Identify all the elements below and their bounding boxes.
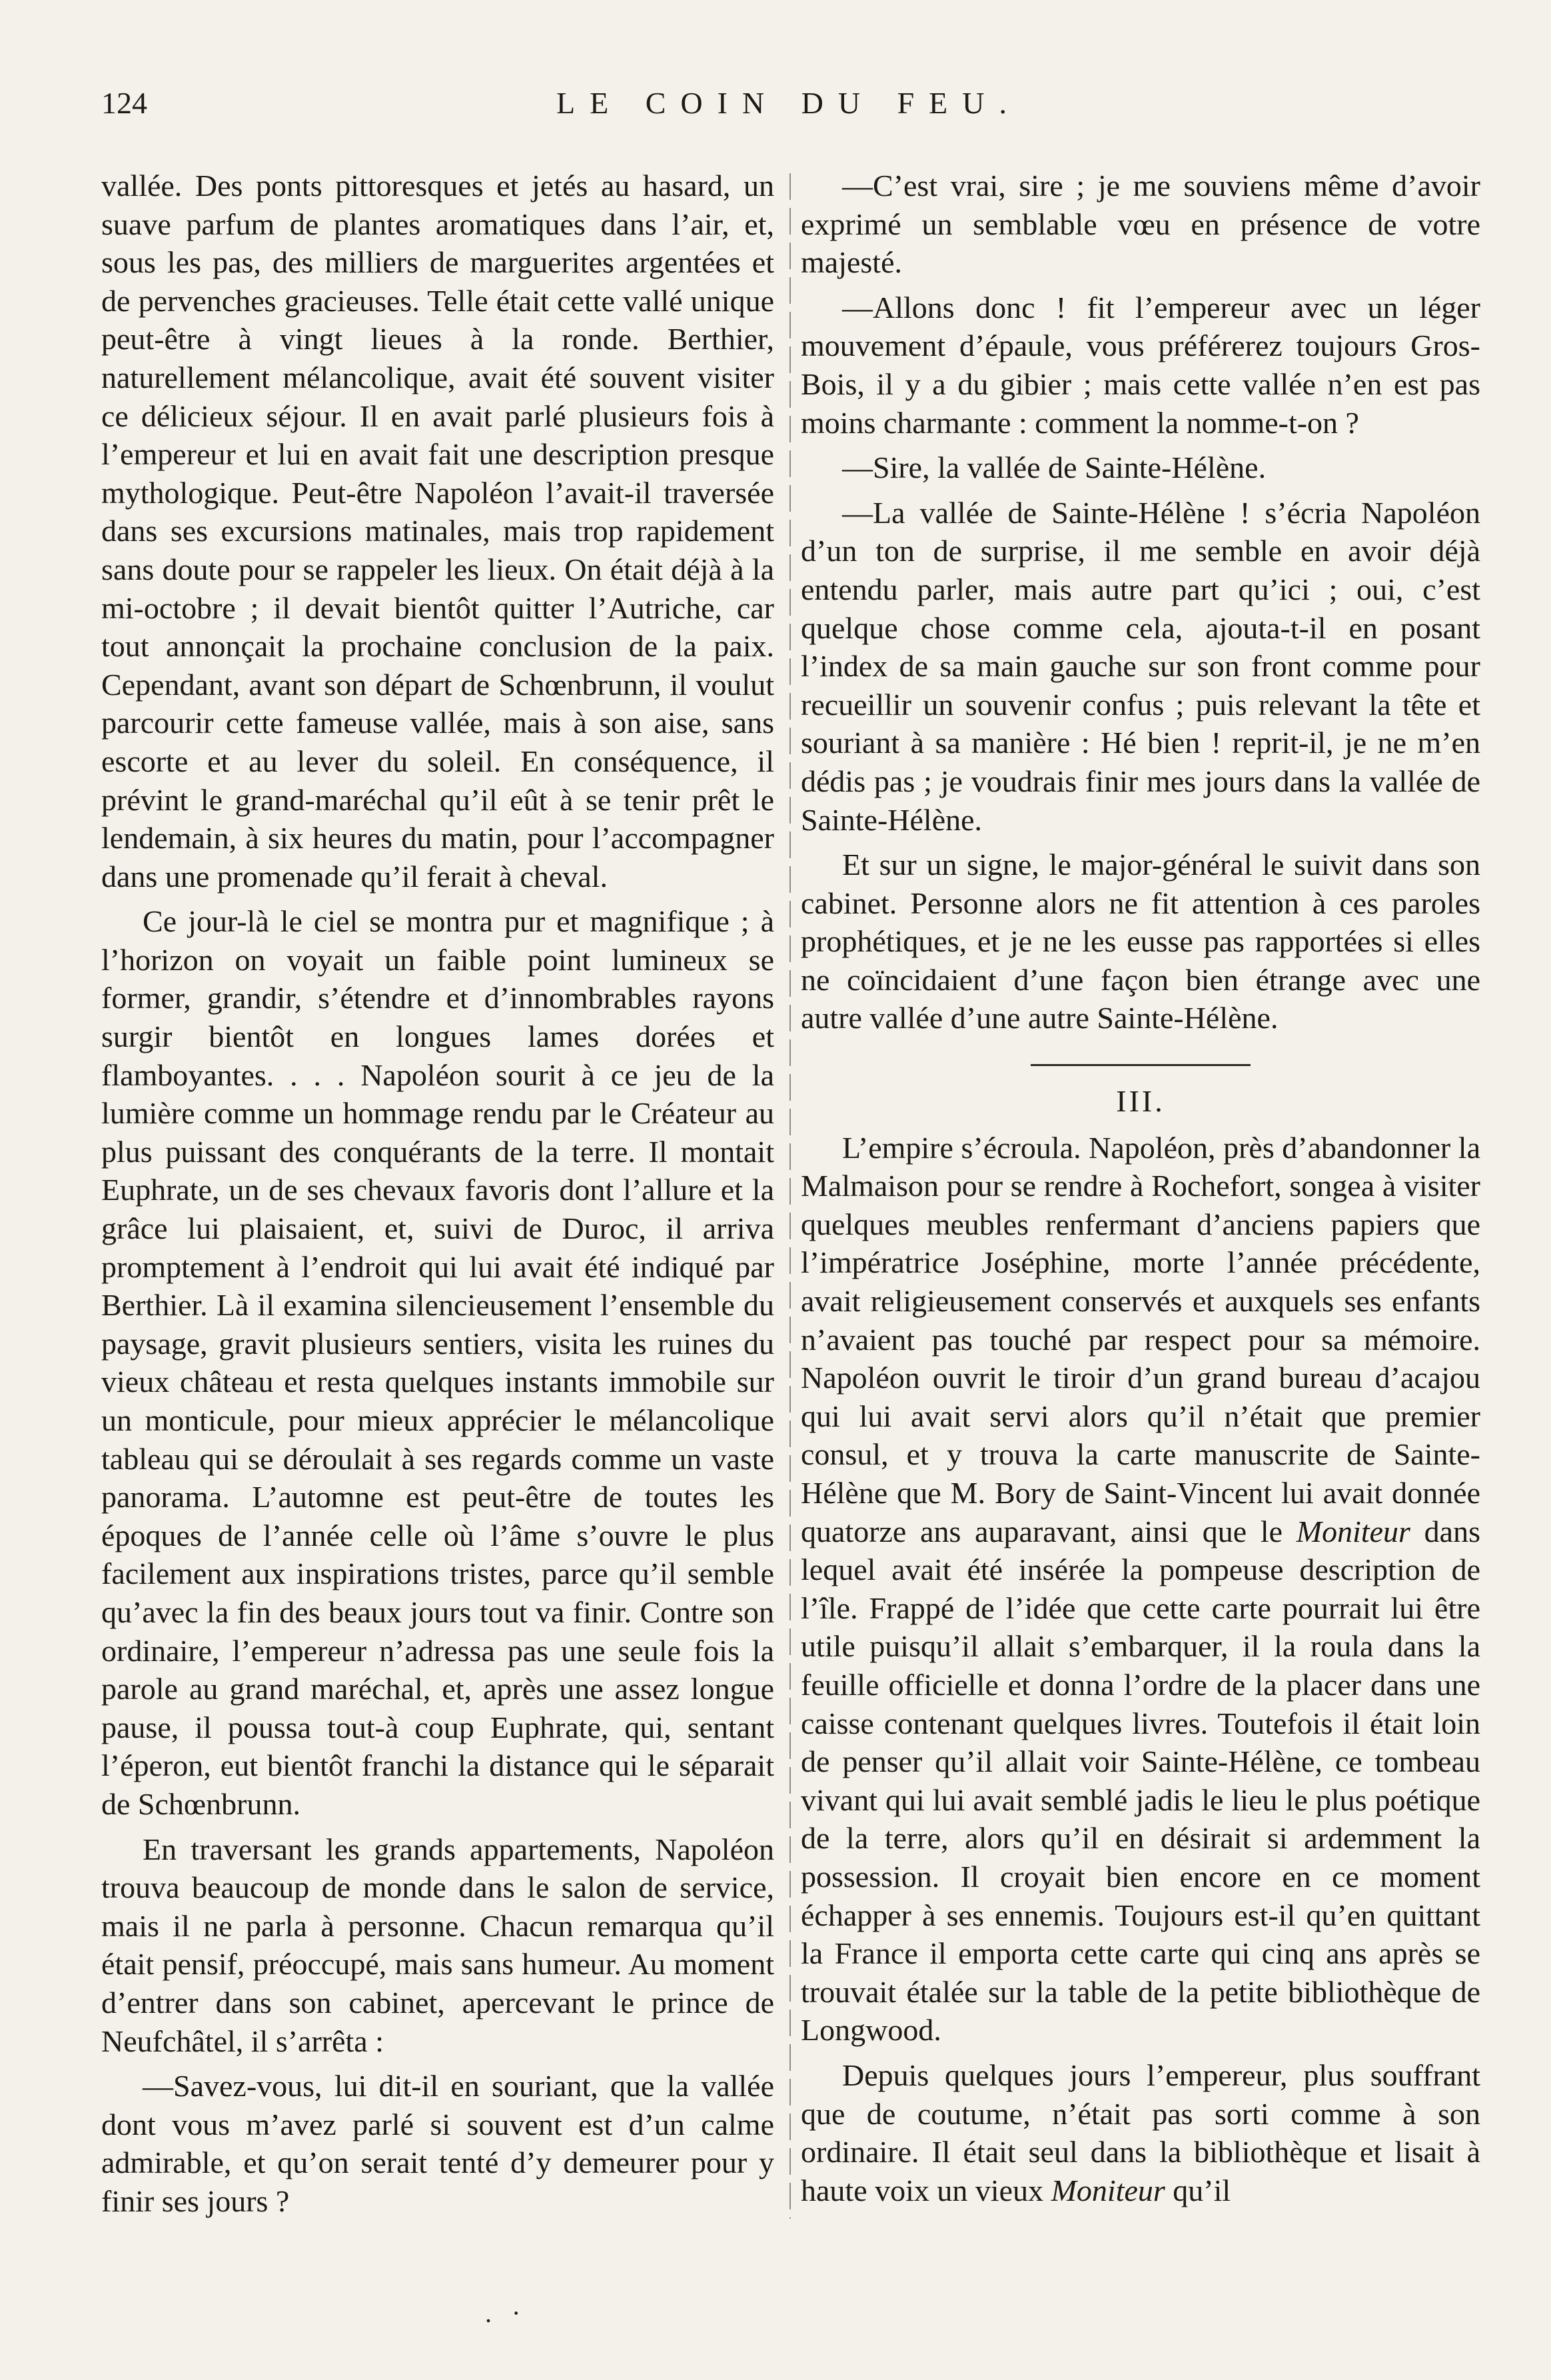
paragraph: —C’est vrai, sire ; je me souviens même d’avoir exprimé un semblable vœu en présence de votre majesté. (801, 169, 1480, 280)
paragraph: —La vallée de Sainte-Hélène ! s’écria Napoléon d’un ton de surprise, il me semble en avoir déjà entendu parler, mais autre part qu’ici ; oui, c’est quelque chose comme cela, ajouta-t-il en posant l’index de sa main gauche sur son front comme pour recueillir un souvenir confus ; puis relevant la tête et souriant à sa manière : Hé bien ! reprit-il, je ne m’en dédis pas ; je voudrais finir mes jours dans la vallée de Sainte-Hélène. (801, 495, 1480, 837)
section-rule (1031, 1064, 1251, 1066)
running-head: LE COIN DU FEU. (556, 86, 1021, 120)
italic-title: Moniteur (1051, 2173, 1165, 2207)
right-column (801, 167, 1480, 2216)
section-heading: III. (1116, 1084, 1165, 1119)
paragraph-text: Depuis quelques jours l’empereur, plus souffrant que de coutume, n’était pas sorti comme à son ordinaire. Il était seul dans la bibliothèque et lisait à haute voix un vieux (801, 2058, 1480, 2207)
page-number: 124 (101, 86, 147, 120)
column-divider (789, 173, 791, 2219)
paragraph (801, 1129, 1480, 2050)
paragraph-text: qu’il (1165, 2173, 1231, 2207)
paragraph: vallée. Des ponts pittoresques et jetés au hasard, un suave parfum de plantes aromatiques dans l’air, et, sous les pas, des milliers de marguerites argentées et de pervenches gracieuses. Telle était cette vallé unique peut-être à vingt lieues à la ronde. Berthier, naturellement mélancolique, avait été souvent visiter ce délicieux séjour. Il en avait parlé plusieurs fois à l’empereur et lui en avait fait une description presque mythologique. Peut-être Napoléon l’avait-il traversée dans ses excursions matinales, mais trop rapidement sans doute pour se rappeler les lieux. On était déjà à la mi-octobre ; il devait bientôt quitter l’Autriche, car tout annonçait la prochaine conclusion de la paix. Cependant, avant son départ de Schœnbrunn, il voulut parcourir cette fameuse vallée, mais à son aise, sans escorte et au lever du soleil. En conséquence, il prévint le grand-maréchal qu’il eût à se tenir prêt le lendemain, à six heures du matin, pour l’accompagner dans une promenade qu’il ferait à cheval. (101, 169, 774, 893)
paragraph-text: L’empire s’écroula. Napoléon, près d’abandonner la Malmaison pour se rendre à Rochefort, songea à visiter quelques meubles renfermant d’anciens papiers que l’impératrice Joséphine, morte l’année précédente, avait religieusement conservés et auxquels ses enfants n’avaient pas touché par respect pour sa mémoire. Napoléon ouvrit le tiroir d’un grand bureau d’acajou qui lui avait servi alors qu’il n’était que premier consul, et y trouva la carte manuscrite de Sainte-Hélène que M. Bory de Saint-Vincent lui avait donnée quatorze ans auparavant, ainsi que le (801, 1130, 1480, 1548)
page-header (100, 85, 1478, 132)
paragraph: Ce jour-là le ciel se montra pur et magnifique ; à l’horizon on voyait un faible point lumineux se former, grandir, s’étendre et d’innombrables rayons surgir bientôt en longues lames dorées et flamboyantes. . . . Napoléon sourit à ce jeu de la lumière comme un hommage rendu par le Créateur au plus puissant des conquérants de la terre. Il montait Euphrate, un de ses chevaux favoris dont l’allure et la grâce lui plaisaient, et, suivi de Duroc, il arriva promptement à l’endroit qui lui avait été indiqué par Berthier. Là il examina silencieusement l’ensemble du paysage, gravit plusieurs sentiers, visita les ruines du vieux château et resta quelques instants immobile sur un monticule, pour mieux apprécier le mélancolique tableau qui se déroulait à ses regards comme un vaste panorama. L’automne est peut-être de toutes les époques de l’année celle où l’âme s’ouvre le plus facilement aux inspirations tristes, parce qu’il semble qu’avec la fin des beaux jours tout va finir. Contre son ordinaire, l’empereur n’adressa pas une seule fois la parole au grand maréchal, et, après une assez longue pause, il poussa tout-à coup Euphrate, qui, sentant l’éperon, eut bientôt franchi la distance qui le séparait de Schœnbrunn. (101, 904, 774, 1821)
paragraph: —Allons donc ! fit l’empereur avec un léger mouvement d’épaule, vous préférerez toujours Gros-Bois, il y a du gibier ; mais cette vallée n’en est pas moins charmante : comment la nomme-t-on ? (801, 290, 1480, 440)
italic-title: Moniteur (1296, 1514, 1410, 1548)
left-column (101, 167, 774, 2227)
footer-mark: . · (485, 2298, 528, 2328)
paragraph: Et sur un signe, le major-général le suivit dans son cabinet. Personne alors ne fit attention à ces paroles prophétiques, et je ne les eusse pas rapportées si elles ne coïncidaient d’une façon bien étrange avec une autre vallée d’une autre Sainte-Hélène. (801, 848, 1480, 1035)
paragraph: —Savez-vous, lui dit-il en souriant, que la vallée dont vous m’avez parlé si souvent est d’un calme admirable, et qu’on serait tenté d’y demeurer pour y finir ses jours ? (101, 2069, 774, 2218)
paragraph (801, 2056, 1480, 2209)
paragraph: —Sire, la vallée de Sainte-Hélène. (842, 450, 1267, 485)
paragraph-text: dans lequel avait été insérée la pompeuse description de l’île. Frappé de l’idée que cette carte pourrait lui être utile puisqu’il allait s’embarquer, il la roula dans la feuille officielle et donna l’ordre de la placer dans une caisse contenant quelques livres. Toutefois il était loin de penser qu’il allait voir Sainte-Hélène, ce tombeau vivant qui lui avait semblé jadis le lieu le plus poétique de la terre, alors qu’il en désirait si ardemment la possession. Il croyait bien encore en ce moment échapper à ses ennemis. Toujours est-il qu’en quittant la France il emporta cette carte qui cinq ans après se trouvait étalée sur la table de la petite bibliothèque de Longwood. (801, 1514, 1480, 2048)
paragraph: En traversant les grands appartements, Napoléon trouva beaucoup de monde dans le salon de service, mais il ne parla à personne. Chacun remarqua qu’il était pensif, préoccupé, mais sans humeur. Au moment d’entrer dans son cabinet, apercevant le prince de Neufchâtel, il s’arrêta : (101, 1832, 774, 2058)
